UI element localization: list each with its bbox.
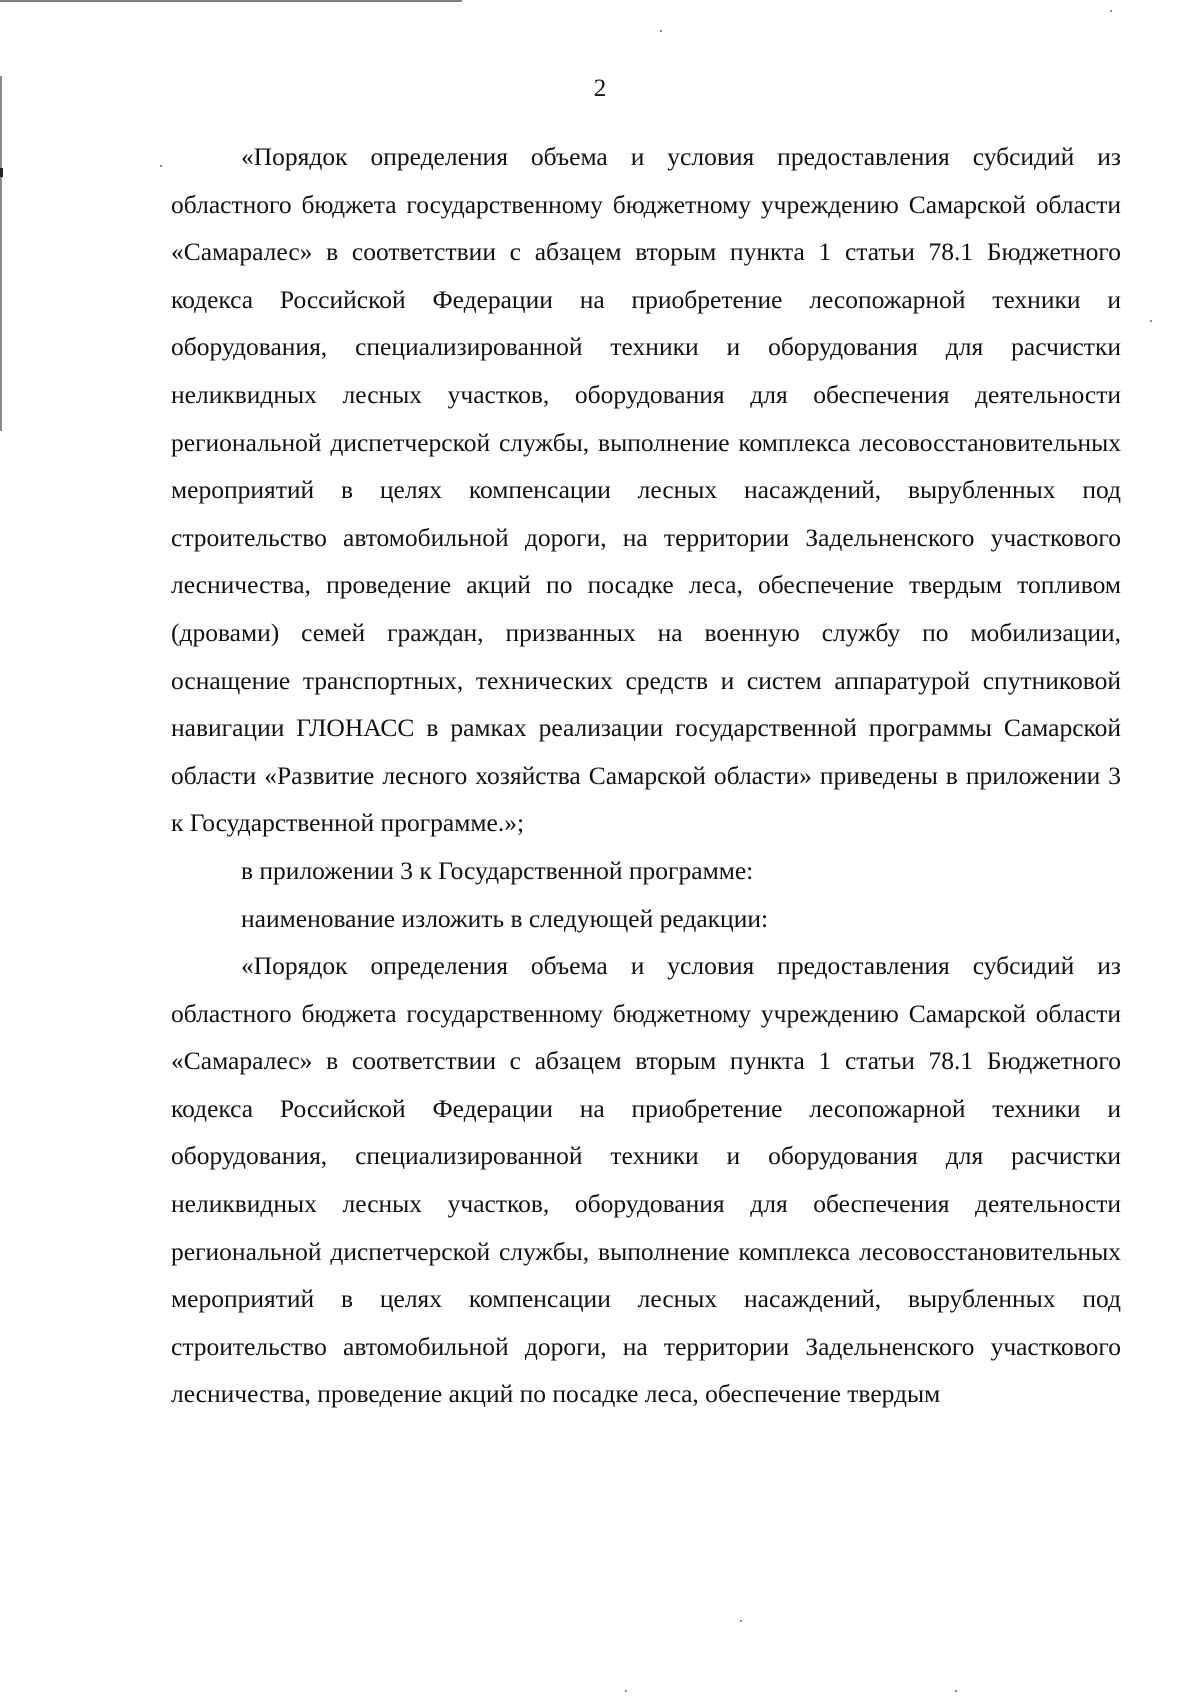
scan-speck xyxy=(1110,10,1112,12)
scan-speck xyxy=(1150,320,1152,322)
document-body xyxy=(171,133,1121,1418)
scan-speck xyxy=(160,165,162,167)
scan-speck xyxy=(740,1620,742,1622)
page-number: 2 xyxy=(593,75,607,102)
scan-edge-mark xyxy=(0,168,3,177)
paragraph-program-order-title: «Порядок определения объема и условия предоставления субсидий из областного бюджета государственному бюджетному учреждению Самарской области «Самаралес» в соответствии с абзацем вторым пункта 1 статьи 78.1 Бюджетного кодекса Российской Федерации на приобретение лесопожарной техники и оборудования, специализированной техники и оборудования для расчистки неликвидных лесных участков, оборудования для обеспечения деятельности региональной диспетчерской службы, выполнение комплекса лесовосстановительных мероприятий в целях компенсации лесных насаждений, вырубленных под строительство автомобильной дороги, на территории Задельненского участкового лесничества, проведение акций по посадке леса, обеспечение твердым топливом (дровами) семей граждан, призванных на военную службу по мобилизации, оснащение транспортных, технических средств и систем аппаратурой спутниковой навигации ГЛОНАСС в рамках реализации государственной программы Самарской области «Развитие лесного хозяйства Самарской области» приведены в приложении 3 к Государственной программе.»; xyxy=(171,142,1121,838)
scan-edge-left xyxy=(0,76,2,431)
paragraph-program-order-title-revised: «Порядок определения объема и условия предоставления субсидий из областного бюджета государственному бюджетному учреждению Самарской области «Самаралес» в соответствии с абзацем вторым пункта 1 статьи 78.1 Бюджетного кодекса Российской Федерации на приобретение лесопожарной техники и оборудования, специализированной техники и оборудования для расчистки неликвидных лесных участков, оборудования для обеспечения деятельности региональной диспетчерской службы, выполнение комплекса лесовосстановительных мероприятий в целях компенсации лесных насаждений, вырубленных под строительство автомобильной дороги, на территории Задельненского участкового лесничества, проведение акций по посадке леса, обеспечение твердым xyxy=(171,951,1121,1409)
scan-speck xyxy=(625,1690,627,1692)
paragraph-appendix-reference: в приложении 3 к Государственной программе: xyxy=(241,855,754,885)
scan-speck xyxy=(660,30,662,32)
scan-speck xyxy=(955,1690,957,1692)
scan-edge-top xyxy=(0,0,462,2)
paragraph-naming-instruction: наименование изложить в следующей редакции: xyxy=(241,903,769,933)
